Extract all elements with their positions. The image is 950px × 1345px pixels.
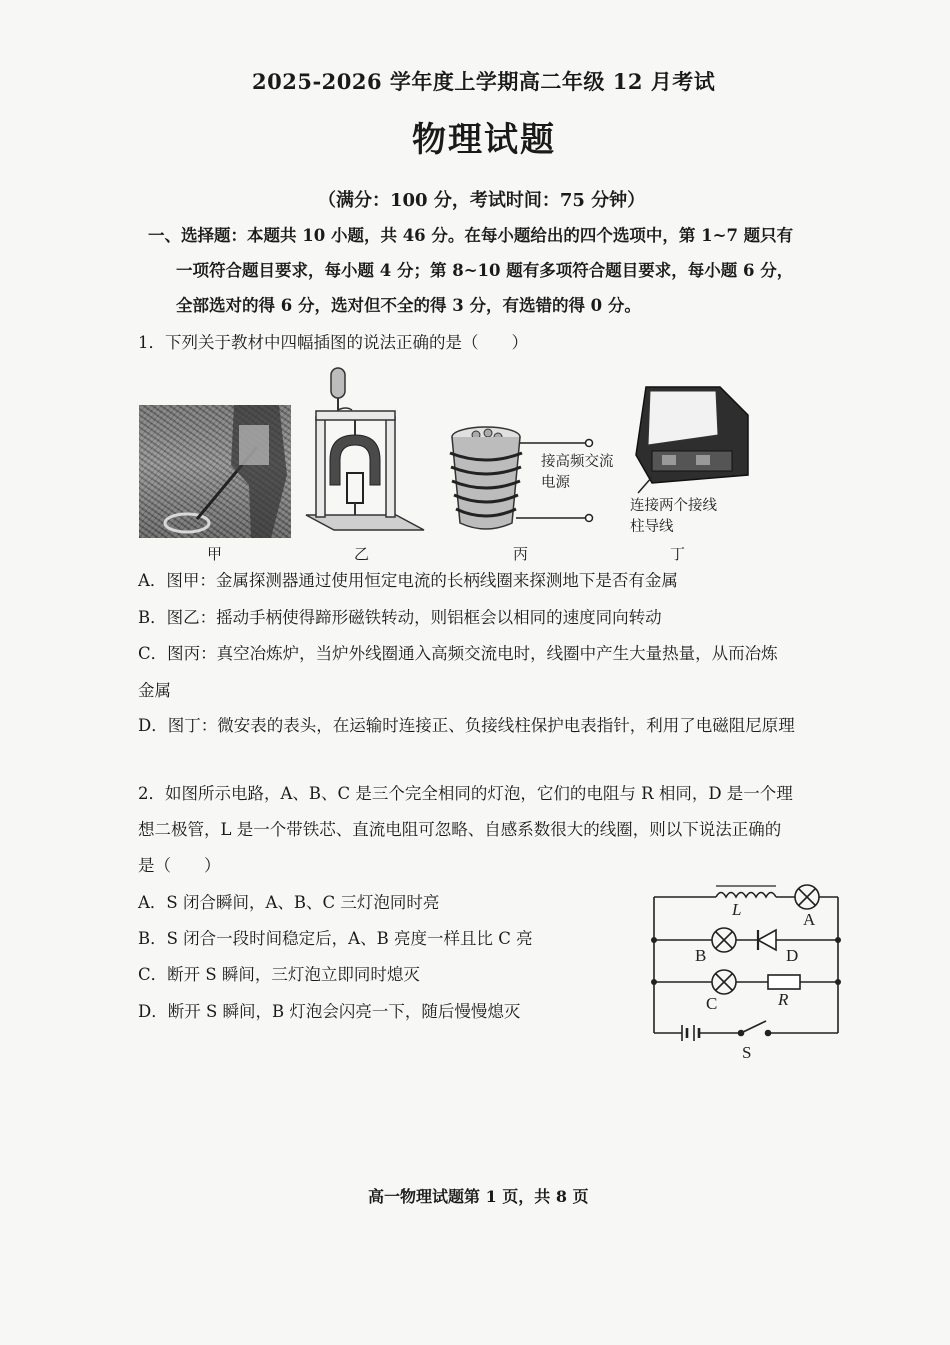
label-resistor-r: R	[778, 990, 789, 1009]
furnace-label: 接高频交流电源	[541, 454, 614, 491]
label-switch-s: S	[742, 1043, 752, 1062]
microammeter-label: 连接两个接线柱导线	[630, 498, 717, 535]
section-line-3: 全部选对的得 6 分，选对但不全的得 3 分，有选错的得 0 分。	[176, 296, 641, 315]
caption-jia: 甲	[207, 545, 223, 563]
section-line-1: 一、选择题：本题共 10 小题，共 46 分。在每小题给出的四个选项中，第 1~7 题只有	[148, 226, 794, 245]
q2-option-c: C．断开 S 瞬间，三灯泡立即同时熄灭	[138, 965, 420, 984]
section-line-2: 一项符合题目要求，每小题 4 分；第 8~10 题有多项符合题目要求，每小题 6 分，	[176, 261, 794, 280]
caption-bing: 丙	[513, 545, 529, 563]
microammeter-diagram	[632, 385, 752, 497]
caption-ding: 丁	[670, 545, 686, 563]
label-inductor: L	[732, 900, 742, 919]
page-title: 物理试题	[412, 120, 556, 160]
label-lamp-a: A	[803, 910, 816, 929]
label-lamp-c: C	[706, 994, 718, 1013]
magnet-frame-diagram	[300, 365, 430, 540]
metal-detector-photo	[139, 405, 291, 538]
q1-option-b: B．图乙：摇动手柄使得蹄形磁铁转动，则铝框会以相同的速度同向转动	[138, 608, 662, 627]
q1-option-c: C．图丙：真空冶炼炉，当炉外线圈通入高频交流电时，线圈中产生大量热量，从而冶炼	[138, 644, 778, 663]
q1-option-a: A．图甲：金属探测器通过使用恒定电流的长柄线圈来探测地下是否有金属	[138, 571, 678, 590]
q2-option-d: D．断开 S 瞬间，B 灯泡会闪亮一下，随后慢慢熄灭	[138, 1002, 521, 1021]
q2-stem-line-1: 2．如图所示电路，A、B、C 是三个完全相同的灯泡，它们的电阻与 R 相同，D 是一个理	[138, 784, 793, 803]
exam-header-line: 2025-2026 学年度上学期高二年级 12 月考试	[252, 69, 716, 94]
metal-detector-icon	[139, 405, 291, 538]
q1-option-d: D．图丁：微安表的表头，在运输时连接正、负接线柱保护电表指针，利用了电磁阻尼原理	[138, 716, 795, 735]
caption-yi: 乙	[354, 545, 370, 563]
q2-stem-line-2: 想二极管，L 是一个带铁芯、直流电阻可忽略、自感系数很大的线圈，则以下说法正确的	[138, 820, 782, 839]
q1-option-c-cont: 金属	[138, 681, 171, 700]
q1-stem: 1．下列关于教材中四幅插图的说法正确的是（ ）	[138, 333, 528, 352]
q2-stem-line-3: 是（ ）	[138, 856, 221, 875]
label-lamp-b: B	[695, 946, 707, 965]
label-diode-d: D	[786, 946, 799, 965]
page-footer: 高一物理试题第 1 页，共 8 页	[368, 1187, 589, 1206]
q2-option-b: B．S 闭合一段时间稳定后，A、B 亮度一样且比 C 亮	[138, 929, 533, 948]
q2-option-a: A．S 闭合瞬间，A、B、C 三灯泡同时亮	[138, 893, 440, 912]
exam-meta: （满分：100 分，考试时间：75 分钟）	[318, 190, 646, 211]
circuit-diagram	[640, 875, 855, 1065]
